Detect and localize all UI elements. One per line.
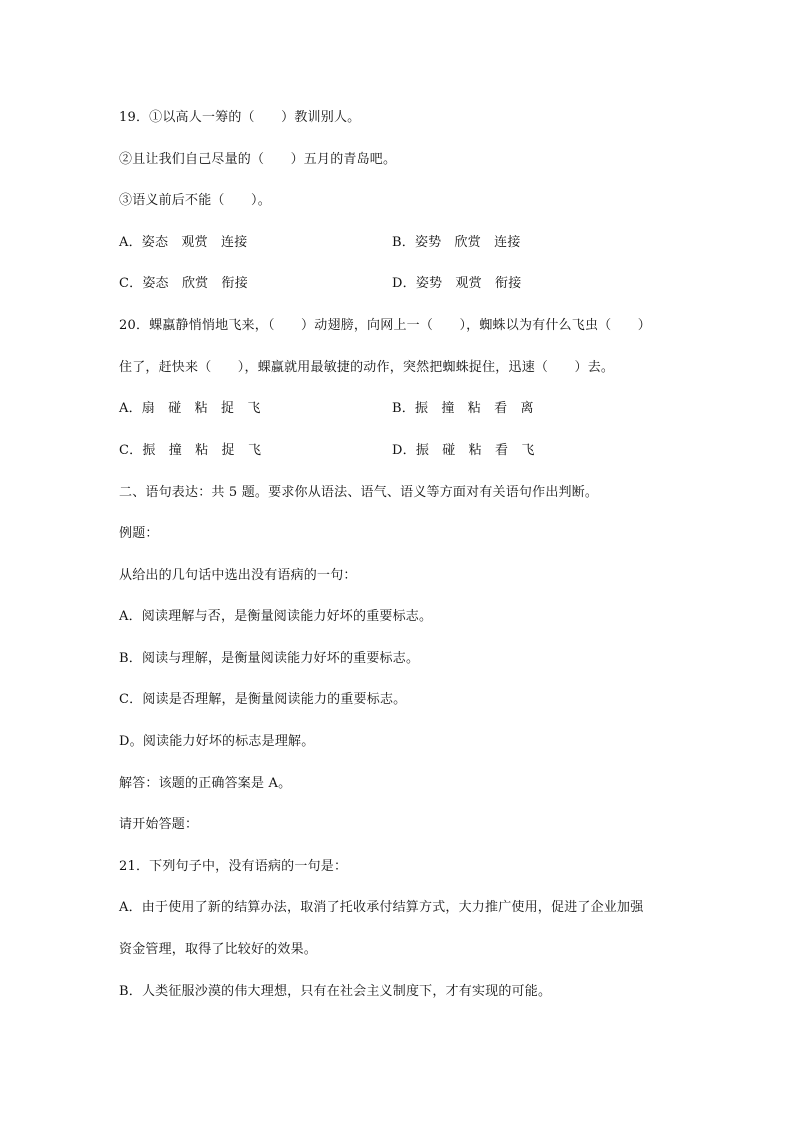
q20-option-a: A．扇 碰 粘 捉 飞 <box>119 401 261 416</box>
q20-stem-1: 20．蜾蠃静悄悄地飞来，（ ）动翅膀，向网上一（ ），蜘蛛以为有什么飞虫（ ） <box>119 318 651 333</box>
q20-option-b: B．振 撞 粘 看 离 <box>392 401 534 416</box>
q21-option-a-line-1: A．由于使用了新的结算办法，取消了托收承付结算方式，大力推广使用，促进了企业加强 <box>119 900 644 915</box>
example-answer: 解答：该题的正确答案是 A。 <box>119 776 292 791</box>
q19-stem-2: ②且让我们自己尽量的（ ）五月的青岛吧。 <box>119 152 397 167</box>
q19-option-a: A．姿态 观赏 连接 <box>119 235 248 250</box>
q19-option-d: D．姿势 观赏 衔接 <box>392 276 522 291</box>
start-prompt: 请开始答题： <box>119 817 199 832</box>
q20-option-c: C．振 撞 粘 捉 飞 <box>119 443 262 458</box>
example-label: 例题： <box>119 526 159 541</box>
q21-stem: 21．下列句子中，没有语病的一句是： <box>119 859 348 874</box>
q19-option-b: B．姿势 欣赏 连接 <box>392 235 521 250</box>
q20-stem-2: 住了，赶快来（ ），蜾蠃就用最敏捷的动作，突然把蜘蛛捉住，迅速（ ）去。 <box>119 360 615 375</box>
q21-option-b: B．人类征服沙漠的伟大理想，只有在社会主义制度下，才有实现的可能。 <box>119 984 552 999</box>
section-2-heading: 二、语句表达：共 5 题。要求你从语法、语气、语义等方面对有关语句作出判断。 <box>119 485 599 500</box>
example-option-d: D。阅读能力好坏的标志是理解。 <box>119 734 315 749</box>
example-option-b: B．阅读与理解，是衡量阅读能力好坏的重要标志。 <box>119 651 420 666</box>
q19-stem-3: ③语义前后不能（ ）。 <box>119 193 271 208</box>
q21-option-a-line-2: 资金管理，取得了比较好的效果。 <box>119 942 318 957</box>
q19-option-c: C．姿态 欣赏 衔接 <box>119 276 248 291</box>
q19-stem-1: 19．①以高人一筹的（ ）教训别人。 <box>119 110 361 125</box>
q20-option-d: D．振 碰 粘 看 飞 <box>392 443 535 458</box>
example-option-c: C．阅读是否理解，是衡量阅读能力的重要标志。 <box>119 692 407 707</box>
example-prompt: 从给出的几句话中选出没有语病的一句： <box>119 568 357 583</box>
example-option-a: A．阅读理解与否，是衡量阅读能力好坏的重要标志。 <box>119 609 433 624</box>
